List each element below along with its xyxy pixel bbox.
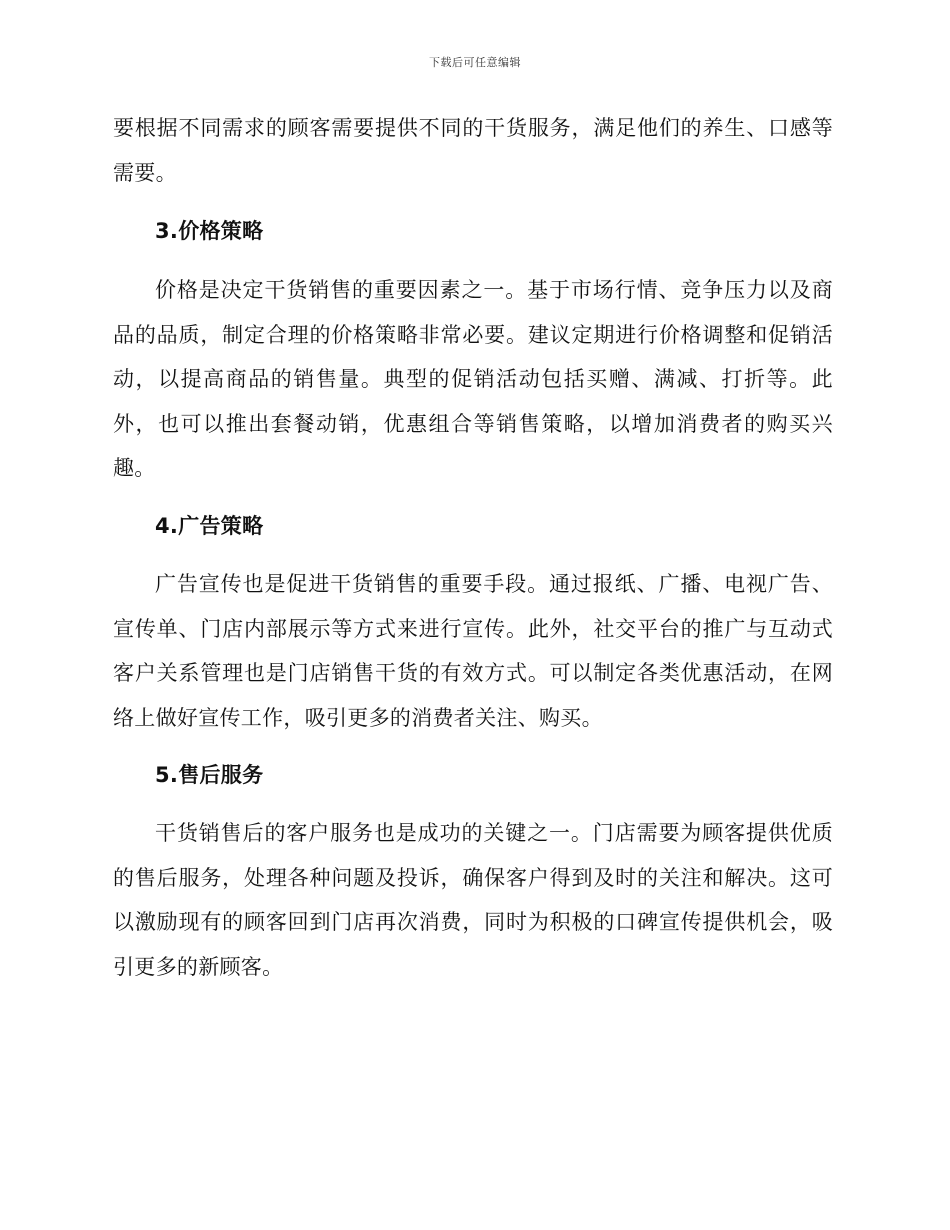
header-note: 下载后可任意编辑 — [429, 56, 521, 69]
section-heading-price-strategy: 3.价格策略 — [155, 219, 264, 243]
section-paragraph-ad-strategy: 广告宣传也是促进干货销售的重要手段。通过报纸、广播、电视广告、宣传单、门店内部展示等方式来进行宣传。此外，社交平台的推广与互动式客户关系管理也是门店销售干货的有效方式。可以制定各类优惠活动，在网络上做好宣传工作，吸引更多的消费者关注、购买。 — [113, 572, 833, 730]
intro-paragraph: 要根据不同需求的顾客需要提供不同的干货服务，满足他们的养生、口感等需要。 — [113, 116, 833, 185]
section-paragraph-price-strategy: 价格是决定干货销售的重要因素之一。基于市场行情、竞争压力以及商品的品质，制定合理的价格策略非常必要。建议定期进行价格调整和促销活动，以提高商品的销售量。典型的促销活动包括买赠、满减、打折等。此外，也可以推出套餐动销，优惠组合等销售策略，以增加消费者的购买兴趣。 — [113, 278, 833, 480]
section-paragraph-after-sales: 干货销售后的客户服务也是成功的关键之一。门店需要为顾客提供优质的售后服务，处理各种问题及投诉，确保客户得到及时的关注和解决。这可以激励现有的顾客回到门店再次消费，同时为积极的口碑宣传提供机会，吸引更多的新顾客。 — [113, 821, 833, 979]
section-heading-ad-strategy: 4.广告策略 — [155, 514, 264, 538]
section-heading-after-sales: 5.售后服务 — [155, 763, 264, 787]
